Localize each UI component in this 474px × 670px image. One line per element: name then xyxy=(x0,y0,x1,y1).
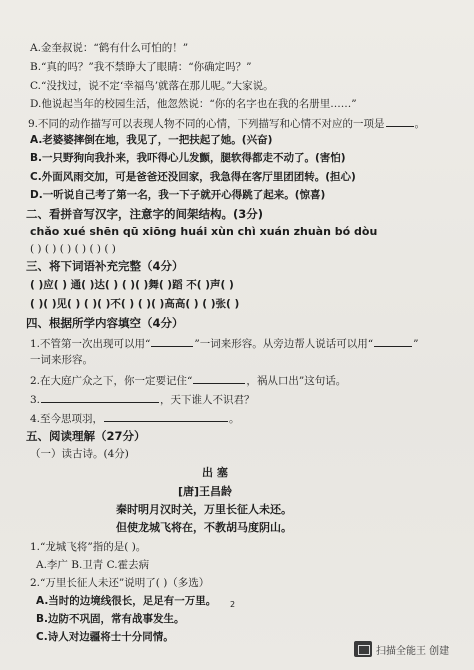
section-heading: 二、看拼音写汉字，注意字的间架结构。(3分) xyxy=(26,207,264,221)
scanner-logo-icon xyxy=(354,641,372,657)
answer-brackets-row: ( ) ( ) ( ) ( ) ( ) ( ) xyxy=(30,243,116,255)
question-text: 1.不管第一次出现可以用“ xyxy=(30,338,151,350)
reading-question-2: 2.“万里长征人未还”说明了( )（多选） xyxy=(30,577,210,589)
option-line: D.他说起当年的校园生活，他忽然说：“你的名字也在我的名册里……” xyxy=(30,98,357,110)
option-line: D.一听说自己考了第一名，我一下子就开心得跳了起来。(惊喜) xyxy=(30,189,326,201)
option-line: A.李广 B.卫青 C.霍去病 xyxy=(36,559,150,571)
question-text: ” xyxy=(413,338,419,350)
option-line: A.老婆婆摔倒在地，我见了，一把扶起了她。(兴奋) xyxy=(30,134,273,146)
watermark xyxy=(354,641,449,657)
question-text: 一词来形容。 xyxy=(30,354,93,366)
section-heading: 四、根据所学内容填空（4分） xyxy=(26,316,184,330)
option-line: C.诗人对边疆将士十分同情。 xyxy=(36,631,174,643)
pinyin-row: chǎo xué shēn qū xiōng huái xùn chì xuán zhuàn bó dòu xyxy=(30,225,378,238)
page-number: 2 xyxy=(230,600,236,609)
poem-author: [唐]王昌龄 xyxy=(178,485,233,498)
option-line: B.一只野狗向我扑来，我吓得心儿发颤，腿软得都走不动了。(害怕) xyxy=(30,152,346,164)
question-text: ，天下谁人不识君？ xyxy=(160,394,255,406)
question-9: 9.不同的动作描写可以表现人物不同的心情，下列描写和心情不对应的一项是 。 xyxy=(28,115,425,131)
idiom-row: ( )应( ) 通( )达( ) ( )( )舞( )蹈 不( )声( ) xyxy=(30,279,234,291)
reading-question-1: 1.“龙城飞将”指的是( )。 xyxy=(30,541,147,553)
question-text: 9.不同的动作描写可以表现人物不同的心情，下列描写和心情不对应的一项是 xyxy=(28,118,385,130)
idiom-row: ( )( )见( ) ( )( )不( ) ( )( )高高( ) ( )张( ) xyxy=(30,298,240,310)
question-text: ，祸从口出”这句话。 xyxy=(246,375,347,387)
poem-line: 但使龙城飞将在，不教胡马度阴山。 xyxy=(116,521,292,534)
watermark-text: 扫描全能王 创建 xyxy=(376,645,450,657)
option-line: C.外面风雨交加，可是爸爸还没回家，我急得在客厅里团团转。(担心) xyxy=(30,171,356,183)
question-text: 3. xyxy=(30,394,41,406)
question-text: ”一词来形容。从旁边帮人说话可以用“ xyxy=(194,338,374,350)
question-text: 2.在大庭广众之下，你一定要记住“ xyxy=(30,375,193,387)
poem-title: 出 塞 xyxy=(202,466,228,479)
subsection-heading: （一）读古诗。(4分) xyxy=(30,448,129,460)
question-text: 。 xyxy=(229,413,240,425)
section-heading: 五、阅读理解（27分） xyxy=(26,429,146,443)
option-line: A.当时的边境线很长，足足有一万里。 xyxy=(36,595,217,607)
section-heading: 三、将下词语补充完整（4分） xyxy=(26,259,184,273)
option-line: B.“真的吗？”我不禁睁大了眼睛：“你确定吗？” xyxy=(30,61,252,73)
option-line: B.边防不巩固，常有战事发生。 xyxy=(36,613,185,625)
poem-line: 秦时明月汉时关，万里长征人未还。 xyxy=(116,503,292,516)
option-line: C.“没找过，说不定‘幸福鸟’就落在那儿呢。”大家说。 xyxy=(30,80,274,92)
question-text: 4.至今思项羽， xyxy=(30,413,104,425)
option-line: A.金奎叔说：“鹤有什么可怕的！” xyxy=(30,42,189,54)
